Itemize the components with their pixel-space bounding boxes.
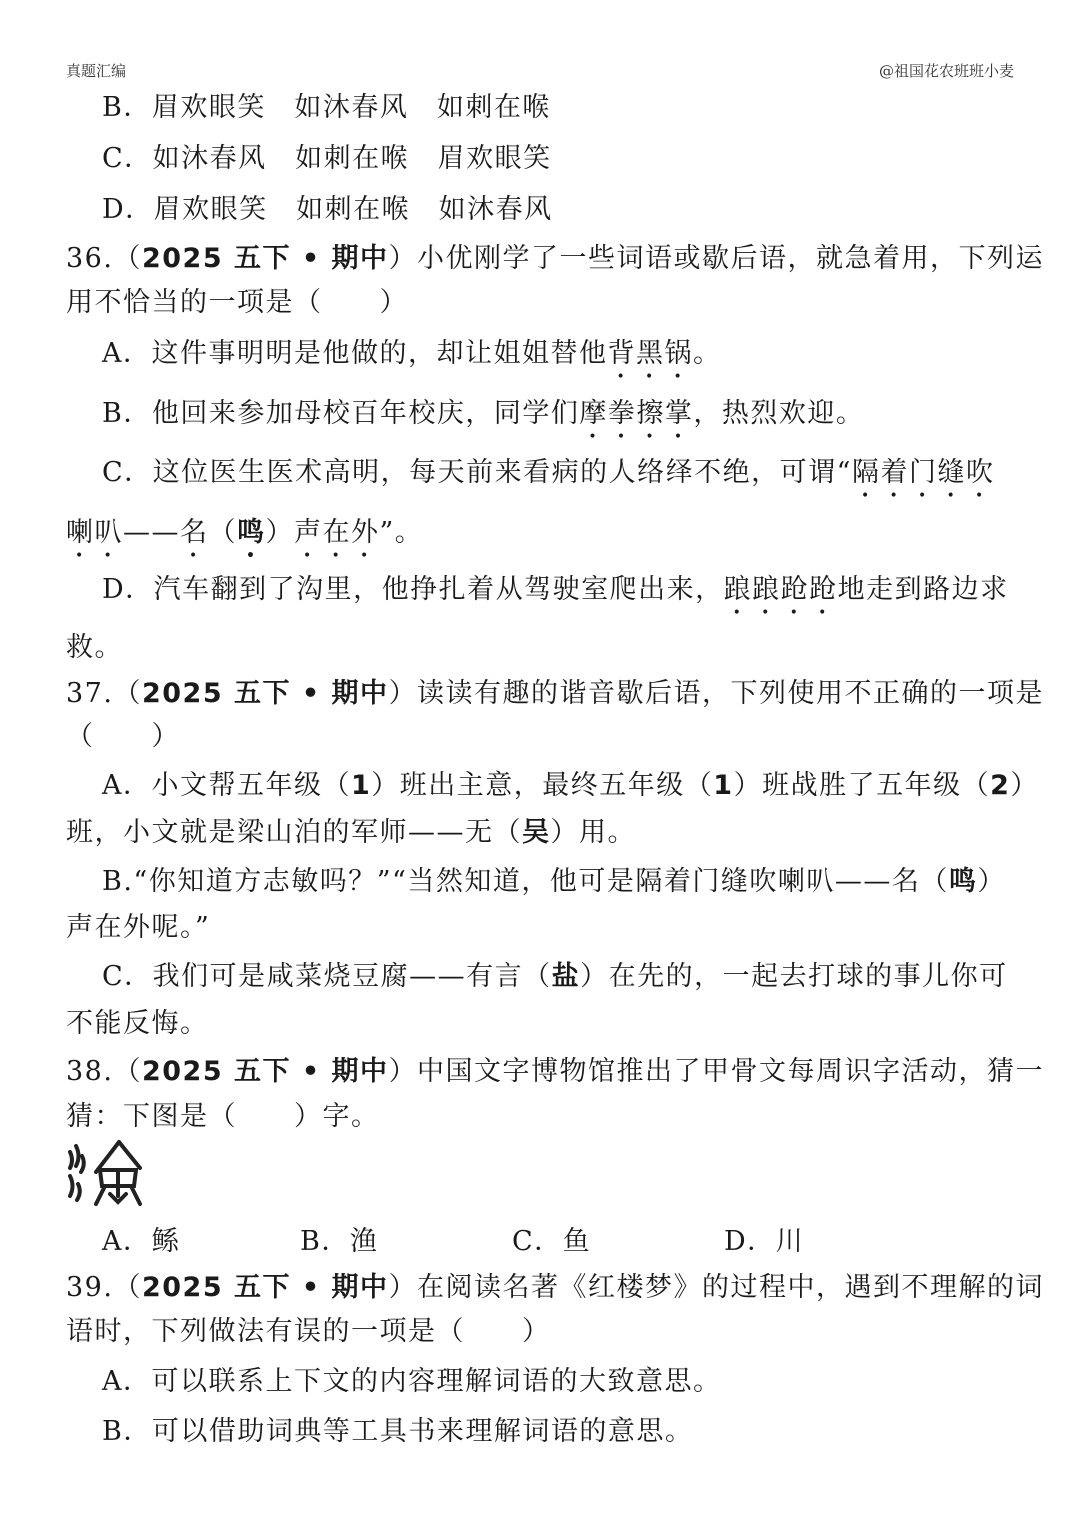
q36-option-b [102,396,1014,445]
q37-stem-text1: ）读读有趣的谐音歇后语，下列使用不正确的一项是 [388,678,1045,709]
q39-tag: 2025 五下 • 期中 [141,1272,389,1303]
q37-a-l2-t1: 班，小文就是梁山泊的军师——无（ [66,817,522,848]
q37-stem-line1 [66,676,1045,712]
q37-b-t1: B.“你知道方志敏吗？”“当然知道，他可是隔着门缝吹喇叭——名（ [102,866,949,897]
q37-b-t2: ） [977,866,1006,897]
q37-a-l2-bold: 吴 [522,817,551,848]
q36-c-text: C．这位医生医术高明，每天前来看病的人络绎不绝，可谓“ [102,457,852,488]
q39-number: 39.（ [66,1272,142,1303]
q35-option-c: C．如沐春风 如刺在喉 眉欢眼笑 [102,143,552,174]
q38-options-row [102,1224,1014,1260]
page-header [66,60,1014,81]
q36-d-text: D．汽车翻到了沟里，他挣扎着从驾驶室爬出来， [102,574,724,605]
q38-option-d: D．川 [724,1226,805,1257]
q36-number: 36.（ [66,243,142,274]
q36-d-end: 地走到路边求 [837,574,1009,605]
q39-option-a: A．可以联系上下文的内容理解词语的大致意思。 [102,1366,722,1397]
q36-option-d-line2: 救。 [66,632,123,663]
q35-option-d: D．眉欢眼笑 如刺在喉 如沐春风 [102,194,553,225]
q36-c-bold: 鸣 [237,517,266,548]
q37-a-l2-t2: ）用。 [550,817,636,848]
q38-stem-line1 [66,1054,1045,1090]
q36-c-dotted1: 隔着门缝吹 [851,457,995,488]
q36-c-dotted2: 喇叭——名（ [66,517,237,548]
q36-option-a [102,336,1014,385]
q36-d-dotted: 踉踉跄跄 [723,574,838,605]
q37-stem-line2: （ ） [66,721,180,752]
q35-option-b: B．眉欢眼笑 如沐春风 如刺在喉 [102,92,551,123]
q36-stem-line1 [66,241,1045,277]
q36-a-text: A．这件事明明是他做的，却让姐姐替他 [102,338,608,369]
q38-tag: 2025 五下 • 期中 [141,1056,389,1087]
q39-stem-text1: ）在阅读名著《红楼梦》的过程中，遇到不理解的词 [388,1272,1045,1303]
q36-tag: 2025 五下 • 期中 [141,243,389,274]
q36-b-text: B．他回来参加母校百年校庆，同学们 [102,398,580,429]
q37-a-n2: 1 [713,770,734,801]
q39-option-b: B．可以借助词典等工具书来理解词语的意思。 [102,1416,694,1447]
q38-option-b: B．渔 [300,1226,379,1257]
q38-option-a: A．鲧 [102,1226,180,1257]
header-left: 真题汇编 [66,62,127,80]
q37-a-t1: A．小文帮五年级（ [102,770,351,801]
q37-option-b-line1 [102,864,1014,900]
q36-b-dotted: 摩拳擦掌 [579,398,694,429]
q38-stem-text1: ）中国文字博物馆推出了甲骨文每周识字活动，猜一 [388,1056,1045,1087]
q37-b-bold: 鸣 [948,866,978,897]
q37-a-n3: 2 [990,770,1011,801]
q36-c-dotted3: ）声在外 [265,517,380,548]
q37-a-t4: ） [1010,770,1039,801]
q36-stem-text1: ）小优刚学了一些词语或歇后语，就急着用，下列运 [388,243,1045,274]
q36-option-c-line1 [102,455,1014,504]
q37-option-c-line1 [102,959,1014,995]
q38-number: 38.（ [66,1056,142,1087]
q37-option-b-line2: 声在外呢。” [66,912,211,943]
q36-option-d-line1 [102,572,1014,621]
q37-option-a-line2 [66,815,1014,851]
q36-c-end: ”。 [379,517,424,548]
q36-b-end: ，热烈欢迎。 [693,398,865,429]
q37-a-t3: ）班战胜了五年级（ [733,770,991,801]
q37-c-t1: C．我们可是咸菜烧豆腐——有言（ [102,961,552,992]
oracle-bone-character-image [64,1138,144,1210]
header-right: @祖国花农班班小麦 [878,62,1014,80]
q37-number: 37.（ [66,678,142,709]
q39-stem-line2: 语时，下列做法有误的一项是（ ） [66,1316,551,1347]
q37-option-c-line2: 不能反悔。 [66,1008,209,1039]
q38-stem-line2: 猜：下图是（ ）字。 [66,1101,380,1132]
q37-a-n1: 1 [351,770,372,801]
q37-option-a-line1 [102,768,1039,804]
q37-tag: 2025 五下 • 期中 [141,678,389,709]
q36-a-dotted: 背黑锅 [607,338,693,369]
q37-c-t2: ）在先的，一起去打球的事儿你可 [580,961,1008,992]
q36-a-end: 。 [693,338,722,369]
q36-stem-line2: 用不恰当的一项是（ ） [66,287,408,318]
q37-a-t2: ）班出主意，最终五年级（ [371,770,714,801]
q36-option-c-line2 [66,515,1014,564]
q39-stem-line1 [66,1270,1045,1306]
q38-option-c: C．鱼 [512,1226,592,1257]
q37-c-bold: 盐 [551,961,581,992]
